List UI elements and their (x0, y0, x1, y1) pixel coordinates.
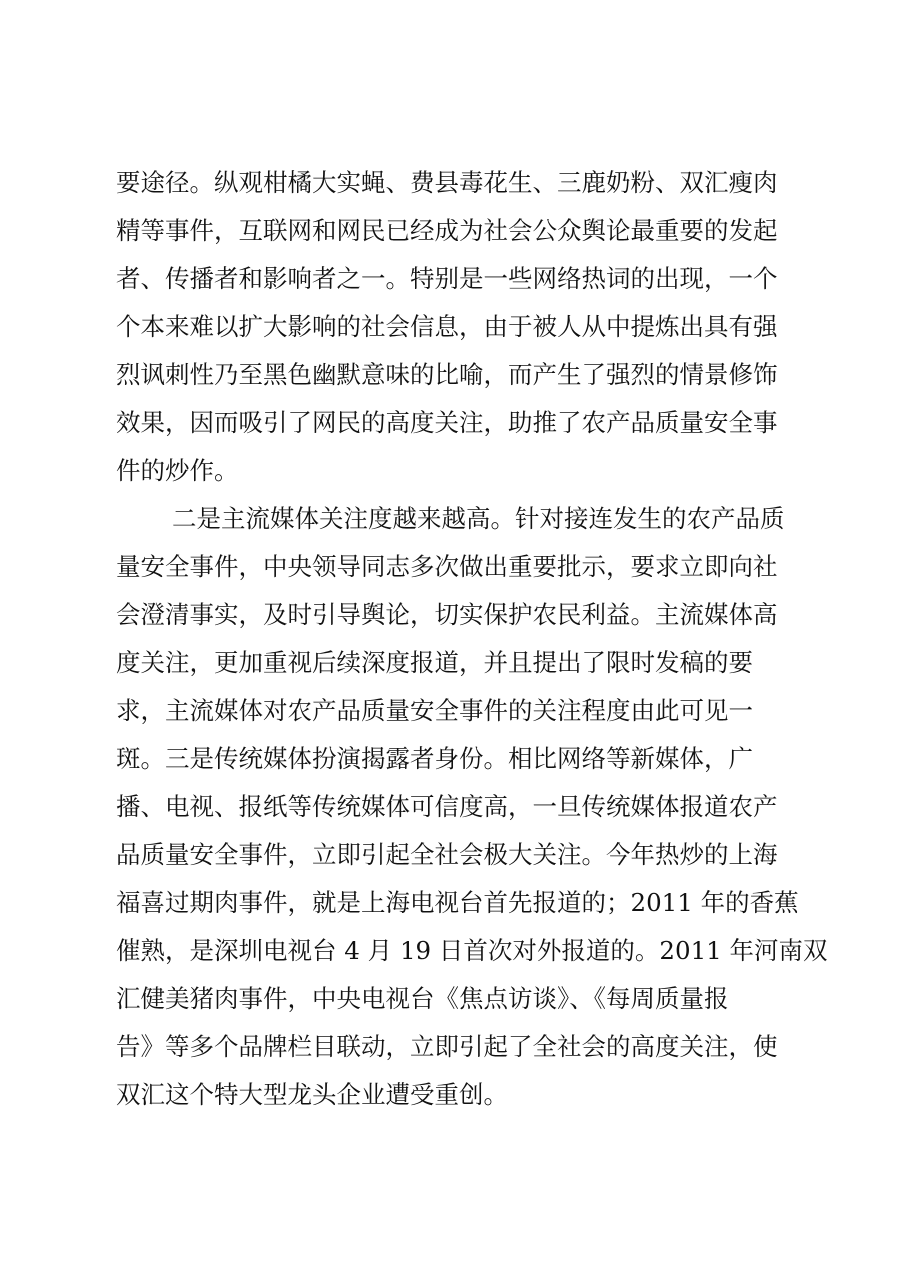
paragraph-2-line-3: 会澄清事实，及时引导舆论，切实保护农民利益。主流媒体高 (116, 600, 778, 629)
paragraph-2-line-12: 告》等多个品牌栏目联动，立即引起了全社会的高度关注，使 (116, 1032, 778, 1061)
paragraph-1-line-7: 件的炒作。 (116, 456, 239, 485)
paragraph-2-line-7: 播、电视、报纸等传统媒体可信度高，一旦传统媒体报道农产 (116, 792, 778, 821)
paragraph-2-line-8: 品质量安全事件，立即引起全社会极大关注。今年热炒的上海 (116, 840, 778, 869)
paragraph-1-line-6: 效果，因而吸引了网民的高度关注，助推了农产品质量安全事 (116, 408, 778, 437)
paragraph-2-line-5: 求，主流媒体对农产品质量安全事件的关注程度由此可见一 (116, 696, 753, 725)
paragraph-2-line-10: 催熟，是深圳电视台 4 月 19 日首次对外报道的。2011 年河南双 (116, 936, 828, 965)
paragraph-2-line-9: 福喜过期肉事件，就是上海电视台首先报道的；2011 年的香蕉 (116, 888, 799, 917)
paragraph-2-line-2: 量安全事件，中央领导同志多次做出重要批示，要求立即向社 (116, 552, 778, 581)
paragraph-1-line-4: 个本来难以扩大影响的社会信息，由于被人从中提炼出具有强 (116, 312, 778, 341)
paragraph-1-line-5: 烈讽刺性乃至黑色幽默意味的比喻，而产生了强烈的情景修饰 (116, 360, 778, 389)
paragraph-1-line-3: 者、传播者和影响者之一。特别是一些网络热词的出现，一个 (116, 264, 778, 293)
paragraph-2-line-11: 汇健美猪肉事件，中央电视台《焦点访谈》、《每周质量报 (116, 984, 729, 1013)
paragraph-2-line-4: 度关注，更加重视后续深度报道，并且提出了限时发稿的要 (116, 648, 753, 677)
paragraph-2-line-6: 斑。三是传统媒体扮演揭露者身份。相比网络等新媒体，广 (116, 744, 753, 773)
paragraph-1-line-2: 精等事件，互联网和网民已经成为社会公众舆论最重要的发起 (116, 216, 778, 245)
paragraph-2-line-1: 二是主流媒体关注度越来越高。针对接连发生的农产品质 (172, 504, 785, 533)
paragraph-1-line-1: 要途径。纵观柑橘大实蝇、费县毒花生、三鹿奶粉、双汇瘦肉 (116, 168, 778, 197)
paragraph-2-line-13: 双汇这个特大型龙头企业遭受重创。 (116, 1080, 508, 1109)
